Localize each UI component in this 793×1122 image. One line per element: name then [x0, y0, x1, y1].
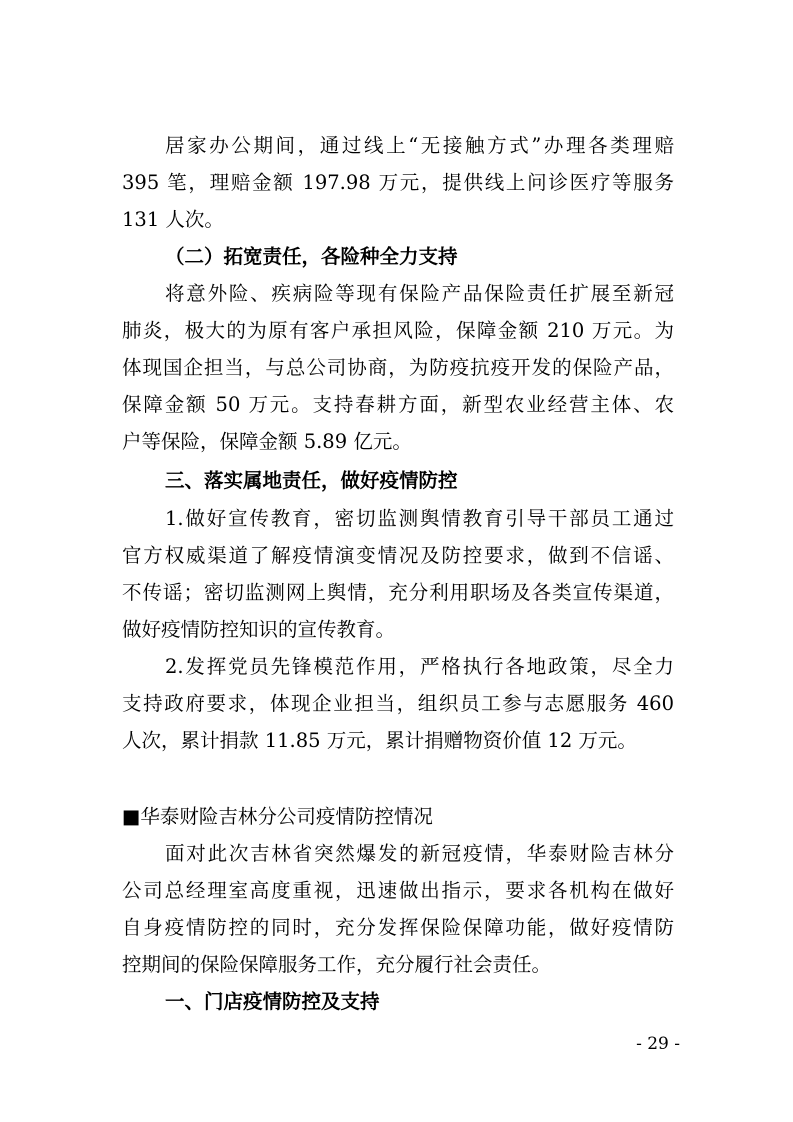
paragraph-line: 公司总经理室高度重视，迅速做出指示，要求各机构在做好: [122, 879, 674, 902]
report-title: ■华泰财险吉林分公司疫情防控情况: [122, 805, 433, 828]
paragraph-line: 居家办公期间，通过线上“无接触方式”办理各类理赔: [165, 134, 674, 157]
paragraph-line: 面对此次吉林省突然爆发的新冠疫情，华泰财险吉林分: [165, 842, 674, 865]
paragraph-line: 395 笔，理赔金额 197.98 万元，提供线上问诊医疗等服务: [122, 171, 674, 194]
paragraph-line: 控期间的保险保障服务工作，充分履行社会责任。: [122, 953, 552, 976]
paragraph-line: 人次，累计捐款 11.85 万元，累计捐赠物资价值 12 万元。: [122, 729, 637, 752]
paragraph-line: 官方权威渠道了解疫情演变情况及防控要求，做到不信谣、: [122, 544, 674, 567]
paragraph-line: 保障金额 50 万元。支持春耕方面，新型农业经营主体、农: [122, 393, 674, 416]
paragraph-line: 将意外险、疾病险等现有保险产品保险责任扩展至新冠: [165, 282, 674, 305]
paragraph-line: 肺炎，极大的为原有客户承担风险，保障金额 210 万元。为: [122, 319, 674, 342]
subsection-heading: （二）拓宽责任，各险种全力支持: [165, 245, 458, 268]
section-heading: 三、落实属地责任，做好疫情防控: [165, 469, 458, 492]
paragraph-line: 体现国企担当，与总公司协商，为防疫抗疫开发的保险产品，: [122, 356, 674, 379]
section-heading: 一、门店疫情防控及支持: [165, 990, 380, 1013]
paragraph-line: 131 人次。: [122, 208, 224, 231]
paragraph-line: 2.发挥党员先锋模范作用，严格执行各地政策，尽全力: [165, 655, 674, 678]
paragraph-line: 支持政府要求，体现企业担当，组织员工参与志愿服务 460: [122, 692, 674, 715]
paragraph-line: 不传谣；密切监测网上舆情，充分利用职场及各类宣传渠道，: [122, 581, 674, 604]
paragraph-line: 户等保险，保障金额 5.89 亿元。: [122, 430, 412, 453]
paragraph-line: 做好疫情防控知识的宣传教育。: [122, 618, 396, 641]
paragraph-line: 1.做好宣传教育，密切监测舆情教育引导干部员工通过: [165, 507, 674, 530]
page-number: - 29 -: [636, 1034, 680, 1054]
paragraph-line: 自身疫情防控的同时，充分发挥保险保障功能，做好疫情防: [122, 916, 674, 939]
